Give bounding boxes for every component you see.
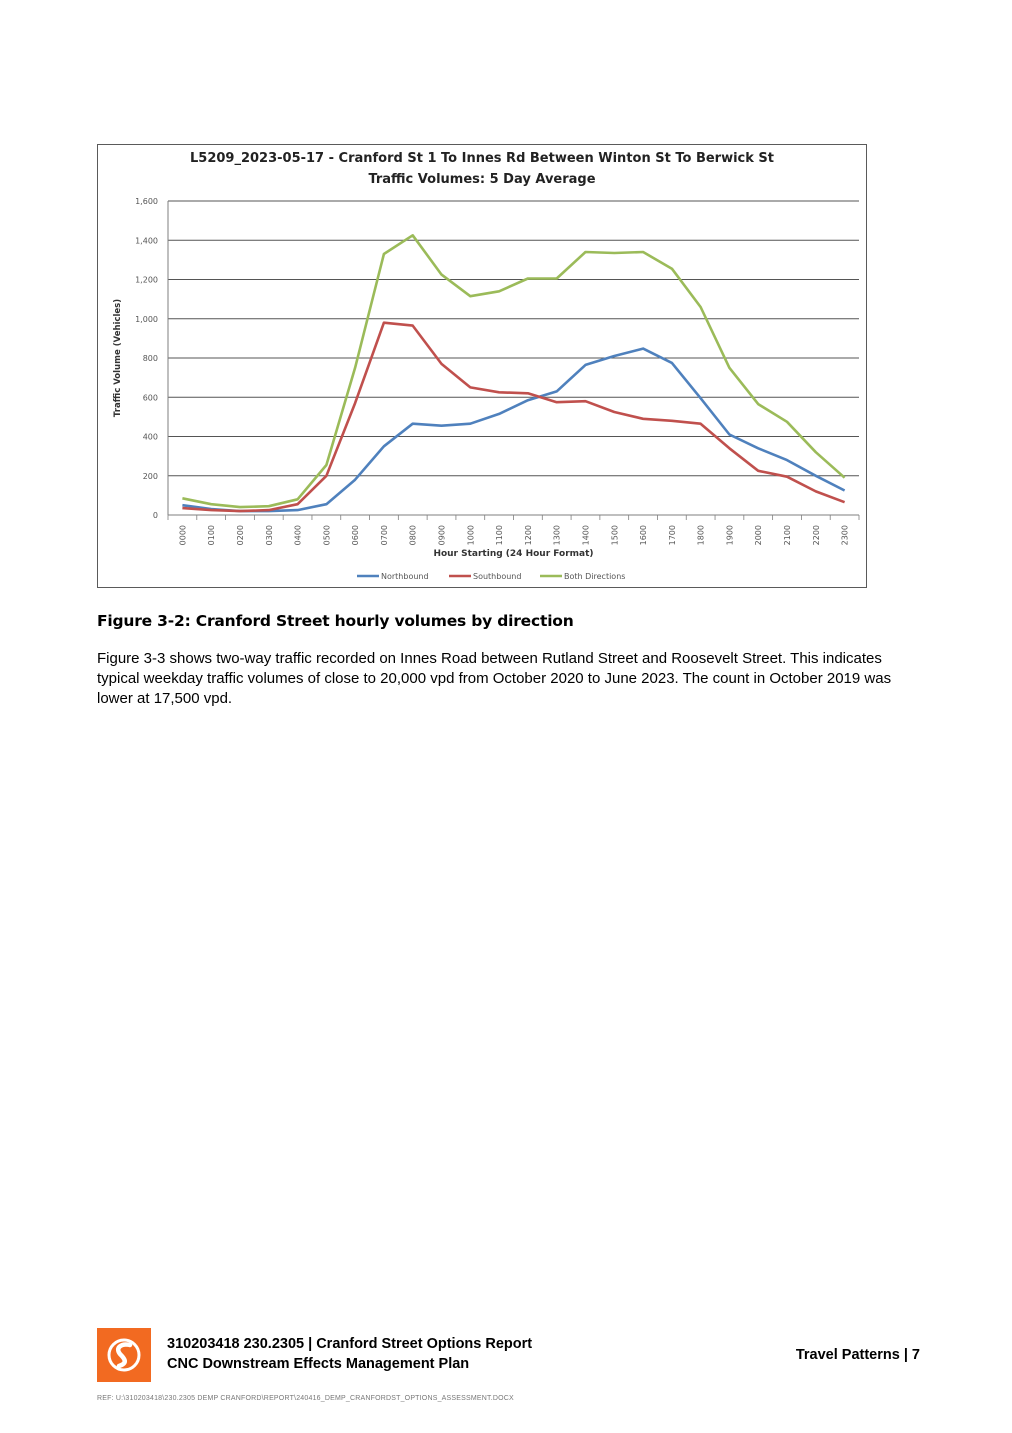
y-tick-label: 1,400 [135, 236, 158, 246]
chart-subtitle: Traffic Volumes: 5 Day Average [368, 172, 596, 187]
company-logo [97, 1328, 151, 1382]
legend-label-northbound: Northbound [381, 572, 429, 581]
x-tick-label: 1000 [466, 525, 476, 546]
legend-label-southbound: Southbound [473, 572, 522, 581]
x-tick-label: 0300 [264, 525, 274, 546]
x-tick-label: 0500 [322, 525, 332, 546]
y-tick-label: 0 [152, 511, 158, 520]
x-tick-label: 1400 [581, 525, 591, 546]
figure-caption: Figure 3-2: Cranford Street hourly volumes by direction [97, 612, 574, 630]
series-line-both-directions [182, 235, 844, 507]
x-tick-label: 0400 [293, 525, 303, 546]
footer-project-name: CNC Downstream Effects Management Plan [167, 1356, 470, 1372]
x-tick-label: 0200 [235, 525, 245, 546]
x-tick-label: 2100 [783, 525, 793, 546]
footer-section-page: Travel Patterns | 7 [795, 1347, 920, 1363]
x-tick-label: 0000 [178, 525, 188, 546]
series-line-northbound [182, 349, 844, 512]
x-tick-label: 0800 [408, 525, 418, 546]
x-tick-label: 1500 [610, 525, 620, 546]
footer-report-title: 310203418 230.2305 | Cranford Street Options Report [167, 1336, 533, 1352]
x-tick-label: 0900 [437, 525, 447, 546]
y-tick-label: 400 [142, 432, 158, 442]
x-tick-label: 1300 [552, 525, 562, 546]
x-tick-label: 1900 [725, 525, 735, 546]
logo-mark-icon [97, 1328, 151, 1382]
chart-title: L5209_2023-05-17 - Cranford St 1 To Innes Rd Between Winton St To Berwick St [189, 151, 775, 166]
x-tick-label: 2300 [840, 525, 850, 546]
traffic-chart [97, 144, 867, 588]
legend-label-both-directions: Both Directions [564, 572, 626, 581]
y-axis-title: Traffic Volume (Vehicles) [113, 298, 123, 418]
series-line-southbound [182, 323, 844, 511]
x-tick-label: 0100 [207, 525, 217, 546]
body-paragraph: Figure 3-3 shows two-way traffic recorded on Innes Road between Rutland Street and Roosevelt Street. This indicates typical weekday traffic volumes of close to 20,000 vpd from October 2020 to June 2023. The count in October 2019 was lower at 17,500 vpd. [97, 650, 892, 707]
y-tick-label: 1,200 [135, 275, 158, 285]
x-tick-label: 1200 [523, 525, 533, 546]
x-tick-label: 1600 [639, 525, 649, 546]
x-tick-label: 1700 [667, 525, 677, 546]
x-tick-label: 1800 [696, 525, 706, 546]
chart-plot [98, 145, 866, 587]
y-tick-label: 600 [142, 393, 158, 403]
x-tick-label: 0700 [379, 525, 389, 546]
y-tick-label: 800 [142, 354, 158, 363]
x-axis-title: Hour Starting (24 Hour Format) [433, 549, 594, 559]
x-tick-label: 0600 [351, 525, 361, 546]
y-tick-label: 200 [142, 471, 158, 481]
document-reference: REF: U:\310203418\230.2305 DEMP CRANFORD\REPORT\240416_DEMP_CRANFORDST_OPTIONS_ASSESSMENT.DOCX [97, 1395, 514, 1402]
x-tick-label: 1100 [495, 525, 505, 546]
y-tick-label: 1,000 [135, 314, 158, 324]
y-tick-label: 1,600 [135, 197, 158, 206]
x-tick-label: 2000 [754, 525, 764, 546]
x-tick-label: 2200 [811, 525, 821, 546]
